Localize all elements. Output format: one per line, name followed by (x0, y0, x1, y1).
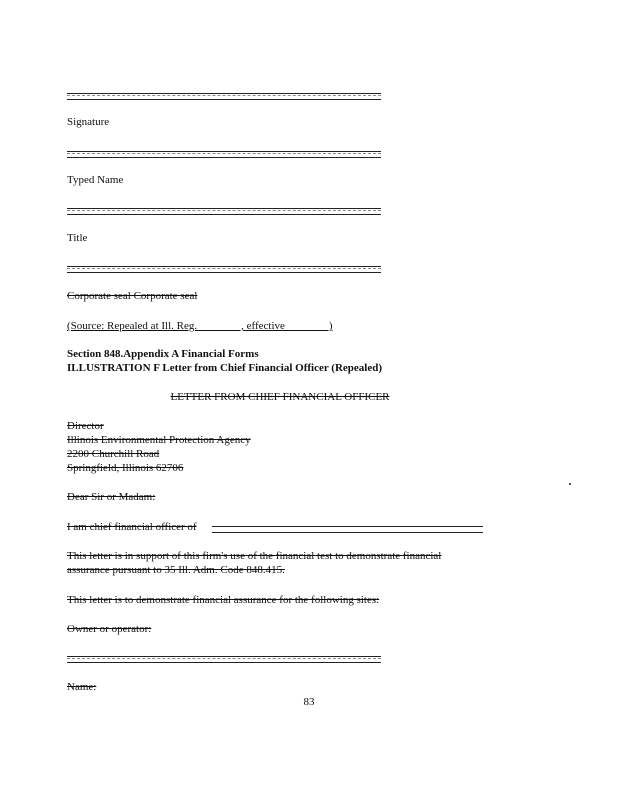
source-line: (Source: Repealed at Ill. Reg. _______ , effective _______ ) (67, 320, 333, 332)
title-line (67, 208, 381, 215)
salutation: Dear Sir or Madam: (67, 491, 156, 503)
name-label: Name: (67, 681, 97, 693)
sites-statement: This letter is to demonstrate financial assurance for the following sites: (67, 594, 380, 606)
support-line-1: This letter is in support of this firm's use of the financial test to demonstrate financial (67, 550, 442, 562)
letter-title: LETTER FROM CHIEF FINANCIAL OFFICER (170, 391, 390, 403)
signature-label: Signature (67, 116, 110, 128)
corporate-seal-text: Corporate seal Corporate seal (67, 290, 198, 302)
section-heading: Section 848.Appendix A Financial Forms (67, 348, 259, 360)
page-number: 83 (303, 696, 315, 708)
corporate-seal-line (67, 266, 381, 273)
cfo-firm-name-line (212, 526, 483, 533)
address-line-4: Springfield, Illinois 62706 (67, 462, 184, 474)
owner-operator-label (67, 623, 151, 636)
cfo-statement: I am chief financial officer of (67, 521, 197, 533)
address-line-2: Illinois Environmental Protection Agency (67, 434, 251, 446)
owner-operator-text: Owner or operator: (67, 623, 152, 635)
signature-line (67, 93, 381, 100)
illustration-heading: ILLUSTRATION F Letter from Chief Financial Officer (Repealed) (67, 362, 382, 374)
support-line-2: assurance pursuant to 35 Ill. Adm. Code 848.415. (67, 564, 285, 576)
address-line-3: 2200 Churchill Road (67, 448, 160, 460)
owner-operator-line (67, 656, 381, 663)
typed-name-line (67, 151, 381, 158)
address-line-1: Director (67, 420, 104, 432)
scan-speck (569, 483, 571, 485)
title-label: Title (67, 232, 88, 244)
typed-name-label: Typed Name (67, 174, 124, 186)
